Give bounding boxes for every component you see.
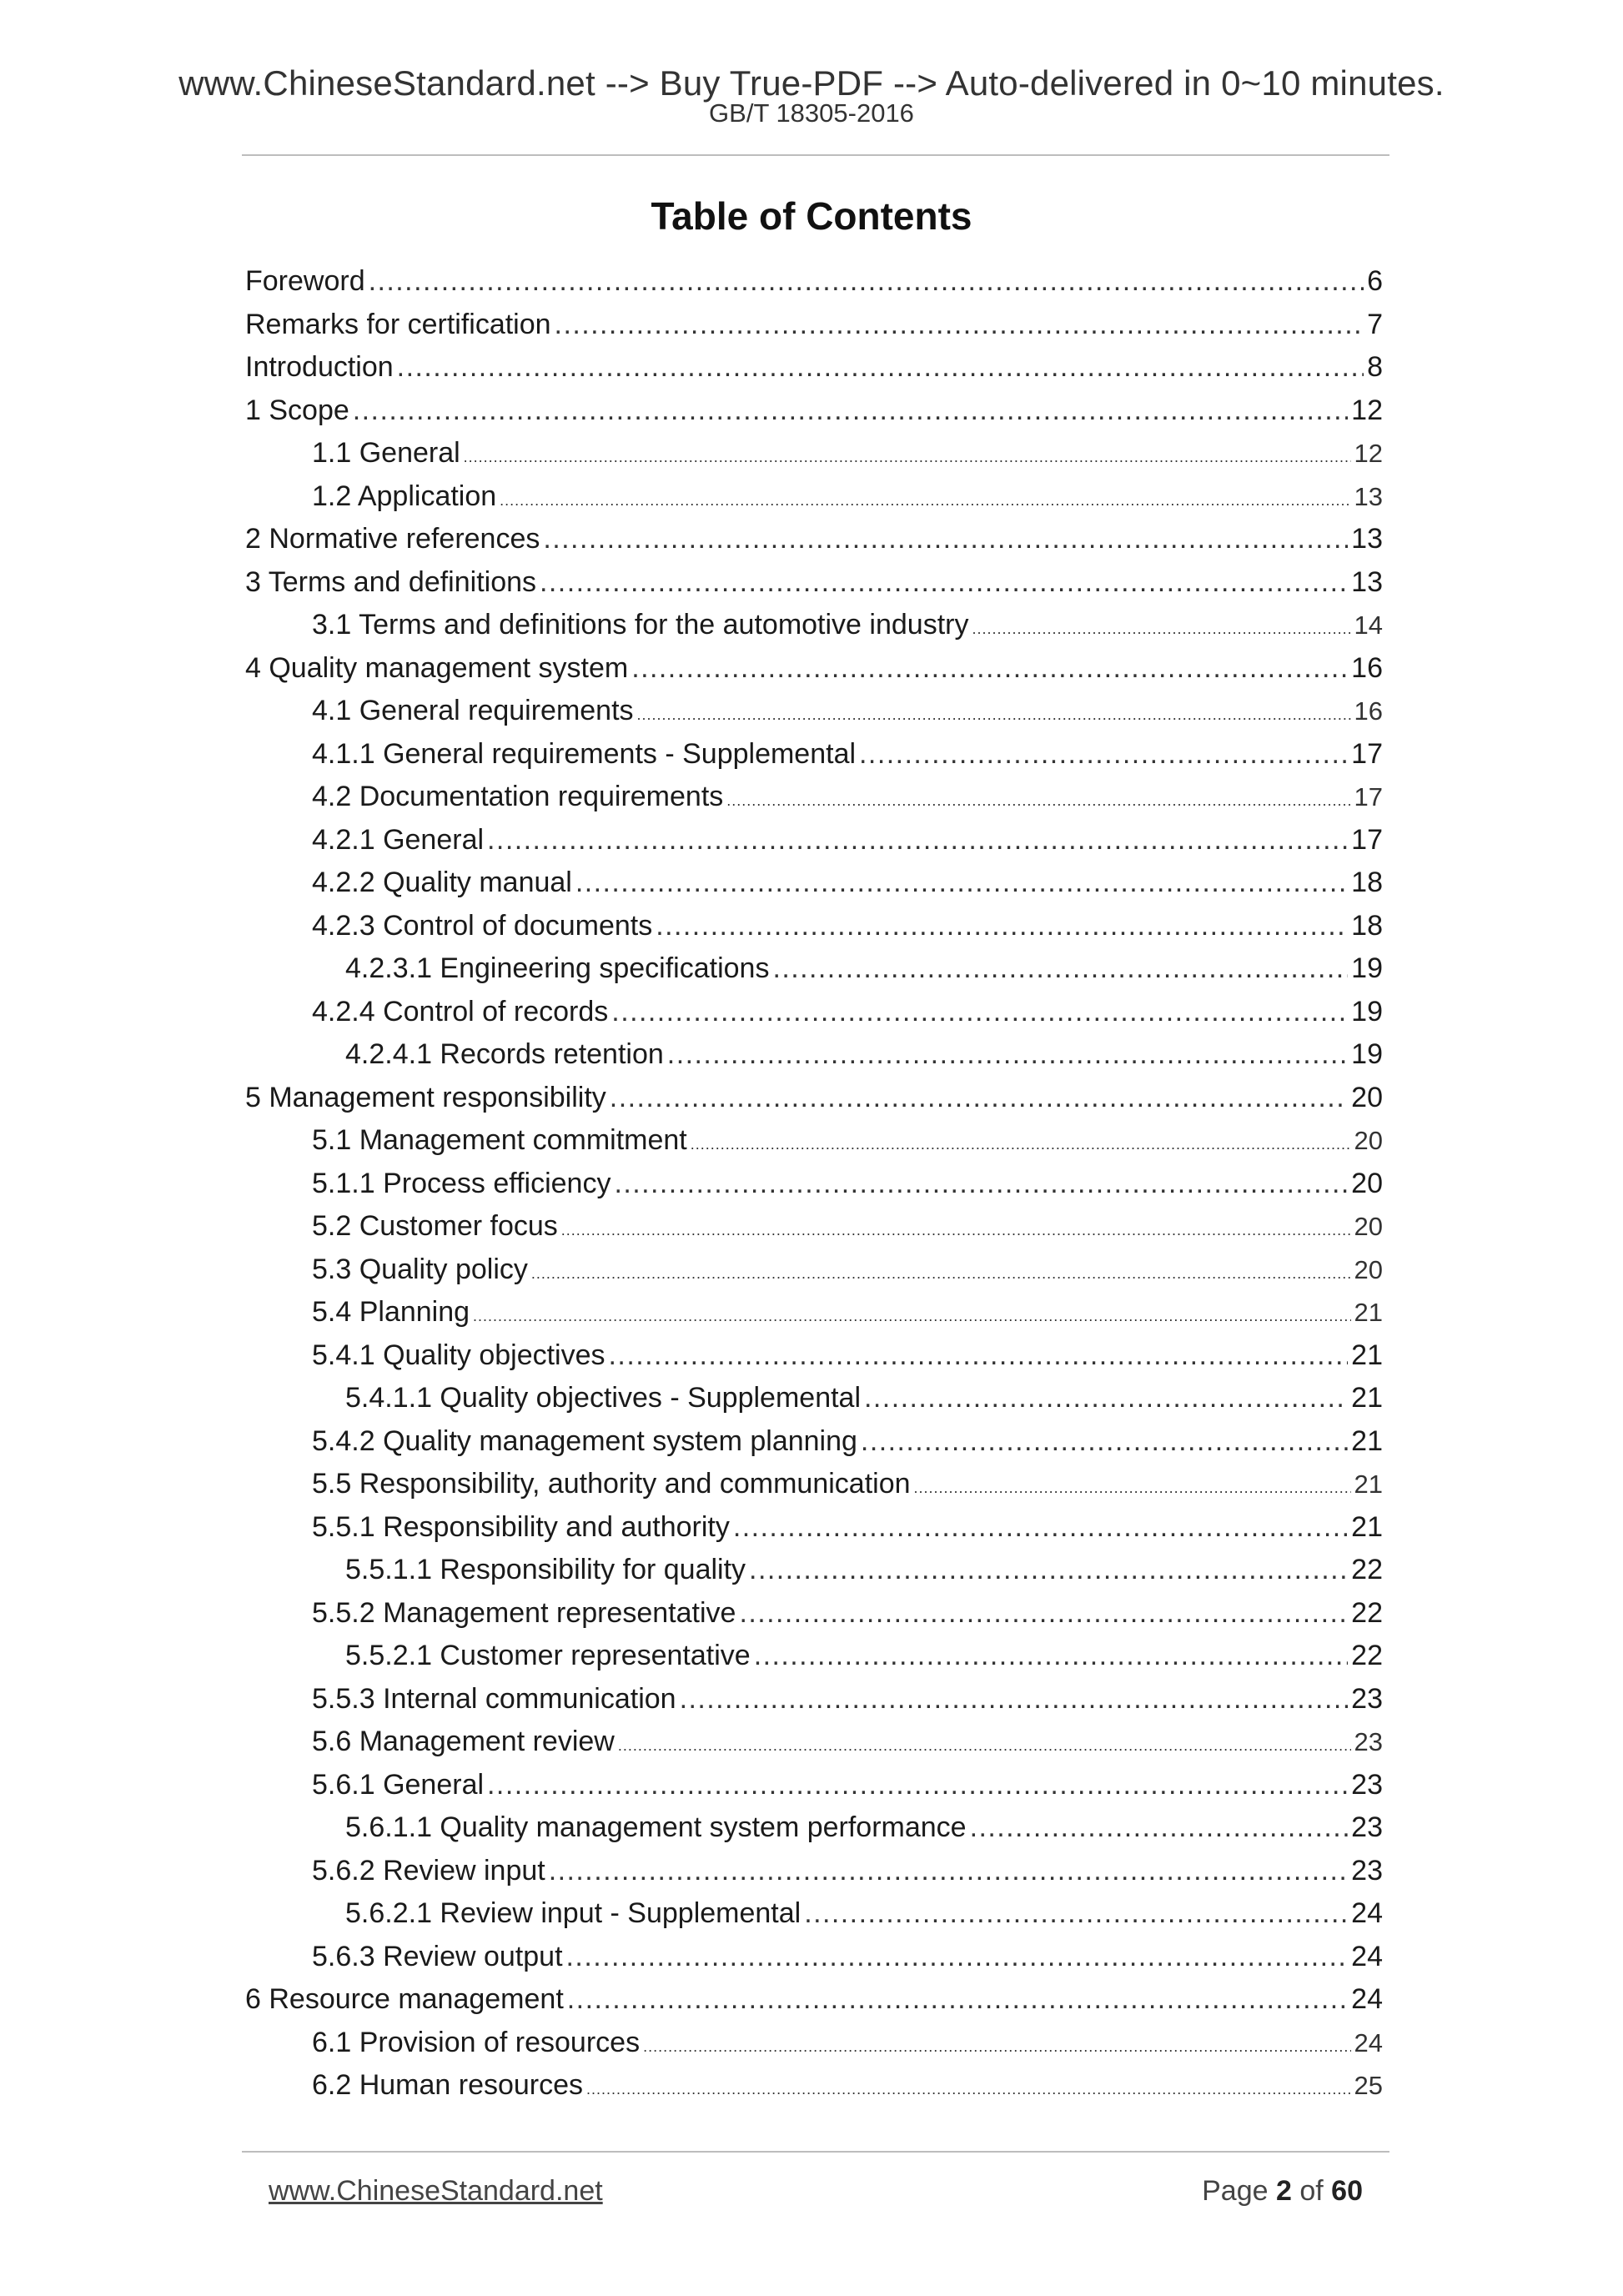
toc-entry-page: 12 [1351, 394, 1383, 426]
toc-entry-page: 22 [1351, 1596, 1383, 1629]
toc-entry-label: 5 Management responsibility [245, 1081, 606, 1113]
toc-dot-leader [914, 1463, 1351, 1506]
toc-entry-label: 4.1.1 General requirements - Supplemental [312, 737, 857, 770]
toc-entry[interactable] [245, 1635, 1383, 1678]
toc-entry-label: 5.4.1 Quality objectives [312, 1339, 605, 1371]
toc-dot-leader [611, 991, 1348, 1034]
toc-entry-page: 24 [1351, 1983, 1383, 2015]
toc-dot-leader [549, 1850, 1348, 1893]
toc-entry-page: 21 [1351, 1510, 1383, 1543]
toc-entry-label: 2 Normative references [245, 523, 540, 555]
toc-entry-page: 20 [1351, 1081, 1383, 1113]
toc-entry-label: 5.5.1 Responsibility and authority [312, 1510, 730, 1543]
toc-entry-page: 21 [1354, 1470, 1383, 1499]
toc-entry-label: 5.6.2 Review input [312, 1854, 545, 1887]
toc-dot-leader [804, 1892, 1348, 1936]
toc-dot-leader [637, 690, 1351, 733]
toc-entry[interactable] [245, 647, 1383, 691]
toc-entry-label: Remarks for certification [245, 308, 551, 340]
toc-dot-leader [500, 475, 1350, 519]
toc-entry[interactable] [245, 1764, 1383, 1807]
toc-dot-leader [561, 1205, 1351, 1248]
toc-entry-label: 5.1.1 Process efficiency [312, 1167, 611, 1199]
toc-entry[interactable] [245, 1248, 1383, 1292]
toc-entry[interactable] [245, 905, 1383, 948]
toc-entry[interactable] [245, 1463, 1383, 1506]
toc-entry[interactable] [245, 947, 1383, 991]
toc-dot-leader [859, 733, 1348, 776]
toc-entry-page: 7 [1367, 308, 1383, 340]
toc-dot-leader [543, 518, 1348, 561]
page-title: Table of Contents [651, 194, 972, 238]
toc-entry[interactable] [245, 1205, 1383, 1248]
toc-entry[interactable] [245, 819, 1383, 862]
toc-entry-page: 16 [1351, 651, 1383, 684]
table-of-contents [245, 260, 1383, 2108]
toc-entry[interactable] [245, 432, 1383, 475]
toc-entry-page: 20 [1354, 1212, 1383, 1241]
toc-dot-leader [643, 2022, 1350, 2065]
toc-dot-leader [733, 1506, 1348, 1550]
toc-entry-label: 5.4.2 Quality management system planning [312, 1424, 857, 1457]
toc-entry-page: 25 [1354, 2071, 1383, 2100]
toc-entry-label: 5.6.1.1 Quality management system performance [345, 1811, 967, 1843]
toc-entry-page: 20 [1354, 1126, 1383, 1155]
toc-dot-leader [614, 1163, 1348, 1206]
toc-dot-leader [487, 1764, 1348, 1807]
toc-entry-page: 21 [1351, 1339, 1383, 1371]
toc-entry-page: 23 [1354, 1727, 1383, 1756]
page-prefix: Page [1202, 2175, 1269, 2207]
toc-entry-page: 19 [1351, 952, 1383, 984]
toc-entry[interactable] [245, 1077, 1383, 1120]
toc-entry[interactable] [245, 1592, 1383, 1635]
toc-dot-leader [566, 1936, 1349, 1979]
footer-divider [242, 2151, 1389, 2153]
toc-entry-label: 4.2 Documentation requirements [312, 781, 724, 812]
toc-entry-label: 1.1 General [312, 437, 460, 469]
toc-entry-page: 21 [1351, 1424, 1383, 1457]
toc-entry[interactable] [245, 1506, 1383, 1550]
toc-entry-label: Introduction [245, 351, 394, 383]
toc-entry-label: 3 Terms and definitions [245, 565, 537, 598]
toc-dot-leader [487, 819, 1348, 862]
toc-entry-label: 4.2.4.1 Records retention [345, 1038, 664, 1070]
toc-entry-page: 24 [1351, 1897, 1383, 1929]
page-total: 60 [1331, 2175, 1363, 2207]
toc-dot-leader [864, 1377, 1348, 1420]
toc-entry-page: 22 [1351, 1554, 1383, 1585]
toc-dot-leader [531, 1248, 1351, 1292]
toc-dot-leader [691, 1119, 1351, 1163]
standard-code: GB/T 18305-2016 [709, 98, 914, 128]
toc-entry[interactable] [245, 1892, 1383, 1936]
toc-entry[interactable] [245, 389, 1383, 433]
toc-entry-label: 5.6.1 General [312, 1768, 485, 1801]
toc-entry-label: 5.5.2 Management representative [312, 1596, 736, 1629]
toc-entry-label: 4.1 General requirements [312, 695, 634, 726]
toc-entry-label: 4.2.3 Control of documents [312, 909, 653, 942]
toc-entry[interactable] [245, 1721, 1383, 1764]
toc-dot-leader [586, 2064, 1350, 2108]
toc-entry[interactable] [245, 346, 1383, 389]
toc-entry-label: 5.5.3 Internal communication [312, 1682, 676, 1715]
toc-entry-label: 5.6 Management review [312, 1726, 615, 1757]
toc-dot-leader [754, 1635, 1348, 1678]
toc-entry-page: 8 [1367, 351, 1383, 383]
toc-dot-leader [555, 304, 1364, 347]
toc-entry-label: 4.2.3.1 Engineering specifications [345, 952, 770, 984]
toc-entry-page: 6 [1367, 265, 1383, 297]
footer-site-link[interactable]: www.ChineseStandard.net [269, 2175, 603, 2207]
toc-entry-page: 12 [1354, 439, 1383, 468]
toc-entry[interactable] [245, 1549, 1383, 1592]
toc-entry-page: 23 [1351, 1768, 1383, 1801]
toc-entry[interactable] [245, 604, 1383, 647]
toc-dot-leader [397, 346, 1364, 389]
toc-entry[interactable] [245, 518, 1383, 561]
toc-dot-leader [473, 1291, 1350, 1334]
header-banner[interactable]: www.ChineseStandard.net --> Buy True-PDF --> Auto-delivered in 0~10 minutes. [178, 63, 1445, 103]
toc-dot-leader [575, 862, 1348, 905]
toc-entry[interactable] [245, 733, 1383, 776]
header-divider [242, 154, 1389, 156]
toc-dot-leader [772, 947, 1348, 991]
toc-entry-label: 5.4.1.1 Quality objectives - Supplemental [345, 1382, 862, 1414]
toc-entry-page: 24 [1351, 1940, 1383, 1972]
toc-entry-label: 6 Resource management [245, 1983, 564, 2015]
toc-entry[interactable] [245, 561, 1383, 605]
toc-entry[interactable] [245, 690, 1383, 733]
toc-entry[interactable] [245, 1334, 1383, 1378]
toc-entry-label: 4 Quality management system [245, 651, 629, 684]
toc-entry-page: 23 [1351, 1854, 1383, 1887]
toc-entry-label: 6.2 Human resources [312, 2069, 584, 2101]
toc-dot-leader [540, 561, 1348, 605]
toc-dot-leader [369, 260, 1364, 304]
toc-entry-label: 5.1 Management commitment [312, 1124, 687, 1156]
toc-entry[interactable] [245, 1291, 1383, 1334]
toc-entry-label: Foreword [245, 265, 365, 297]
toc-entry-label: 5.6.2.1 Review input - Supplemental [345, 1897, 801, 1929]
toc-entry-label: 1 Scope [245, 394, 349, 426]
toc-entry-page: 21 [1351, 1382, 1383, 1414]
toc-dot-leader [610, 1077, 1348, 1120]
toc-entry[interactable] [245, 2022, 1383, 2065]
toc-entry[interactable] [245, 1420, 1383, 1464]
toc-entry-page: 19 [1351, 995, 1383, 1027]
toc-entry[interactable] [245, 862, 1383, 905]
toc-entry[interactable] [245, 304, 1383, 347]
toc-entry[interactable] [245, 2064, 1383, 2108]
toc-dot-leader [618, 1721, 1351, 1764]
toc-entry-label: 4.2.1 General [312, 823, 485, 856]
toc-entry[interactable] [245, 1119, 1383, 1163]
toc-entry-label: 5.5.2.1 Customer representative [345, 1640, 751, 1671]
toc-entry-page: 23 [1351, 1682, 1383, 1715]
toc-entry[interactable] [245, 1850, 1383, 1893]
page-number [1202, 2175, 1363, 2208]
toc-entry-page: 18 [1351, 909, 1383, 942]
toc-entry[interactable] [245, 776, 1383, 819]
toc-entry-label: 4.2.2 Quality manual [312, 867, 572, 898]
toc-entry-label: 3.1 Terms and definitions for the automotive industry [312, 609, 969, 641]
toc-dot-leader [749, 1549, 1348, 1592]
toc-entry[interactable] [245, 1806, 1383, 1850]
toc-entry-page: 17 [1351, 737, 1383, 770]
toc-dot-leader [739, 1592, 1348, 1635]
toc-dot-leader [726, 776, 1350, 819]
toc-entry[interactable] [245, 260, 1383, 304]
toc-entry-page: 17 [1354, 782, 1383, 811]
toc-entry-page: 16 [1354, 696, 1383, 726]
toc-entry[interactable] [245, 1377, 1383, 1420]
toc-entry-page: 21 [1354, 1298, 1383, 1327]
toc-entry-label: 1.2 Application [312, 480, 497, 512]
toc-entry-page: 13 [1351, 523, 1383, 555]
toc-dot-leader [567, 1978, 1348, 2022]
toc-dot-leader [970, 1806, 1349, 1850]
toc-entry-page: 13 [1351, 565, 1383, 598]
toc-entry-page: 20 [1354, 1254, 1383, 1284]
toc-entry-label: 5.5.1.1 Responsibility for quality [345, 1554, 746, 1585]
toc-dot-leader [680, 1678, 1349, 1721]
toc-entry-page: 17 [1351, 823, 1383, 856]
toc-entry-label: 5.3 Quality policy [312, 1253, 528, 1285]
toc-entry-page: 14 [1354, 610, 1383, 640]
page-current: 2 [1275, 2175, 1292, 2207]
toc-entry-page: 13 [1354, 481, 1383, 511]
toc-entry-page: 18 [1351, 867, 1383, 898]
page-of: of [1299, 2175, 1324, 2207]
toc-dot-leader [353, 389, 1348, 433]
toc-entry-label: 5.2 Customer focus [312, 1210, 558, 1242]
toc-entry-page: 23 [1351, 1811, 1383, 1843]
toc-dot-leader [631, 647, 1348, 691]
toc-entry[interactable] [245, 1033, 1383, 1077]
toc-entry-page: 24 [1354, 2027, 1383, 2057]
toc-entry-label: 4.2.4 Control of records [312, 995, 609, 1027]
toc-entry[interactable] [245, 475, 1383, 519]
toc-entry-label: 5.5 Responsibility, authority and communication [312, 1468, 911, 1500]
toc-entry[interactable] [245, 1936, 1383, 1979]
toc-dot-leader [464, 432, 1351, 475]
toc-entry[interactable] [245, 1978, 1383, 2022]
toc-entry-page: 19 [1351, 1038, 1383, 1070]
toc-dot-leader [861, 1420, 1348, 1464]
toc-entry-page: 22 [1351, 1640, 1383, 1671]
toc-entry-label: 6.1 Provision of resources [312, 2026, 641, 2058]
toc-dot-leader [656, 905, 1348, 948]
toc-dot-leader [667, 1033, 1348, 1077]
toc-entry[interactable] [245, 991, 1383, 1034]
toc-dot-leader [609, 1334, 1349, 1378]
toc-entry[interactable] [245, 1678, 1383, 1721]
toc-dot-leader [972, 604, 1350, 647]
toc-entry[interactable] [245, 1163, 1383, 1206]
toc-entry-label: 5.6.3 Review output [312, 1940, 563, 1972]
toc-entry-page: 20 [1351, 1167, 1383, 1199]
toc-entry-label: 5.4 Planning [312, 1296, 470, 1328]
